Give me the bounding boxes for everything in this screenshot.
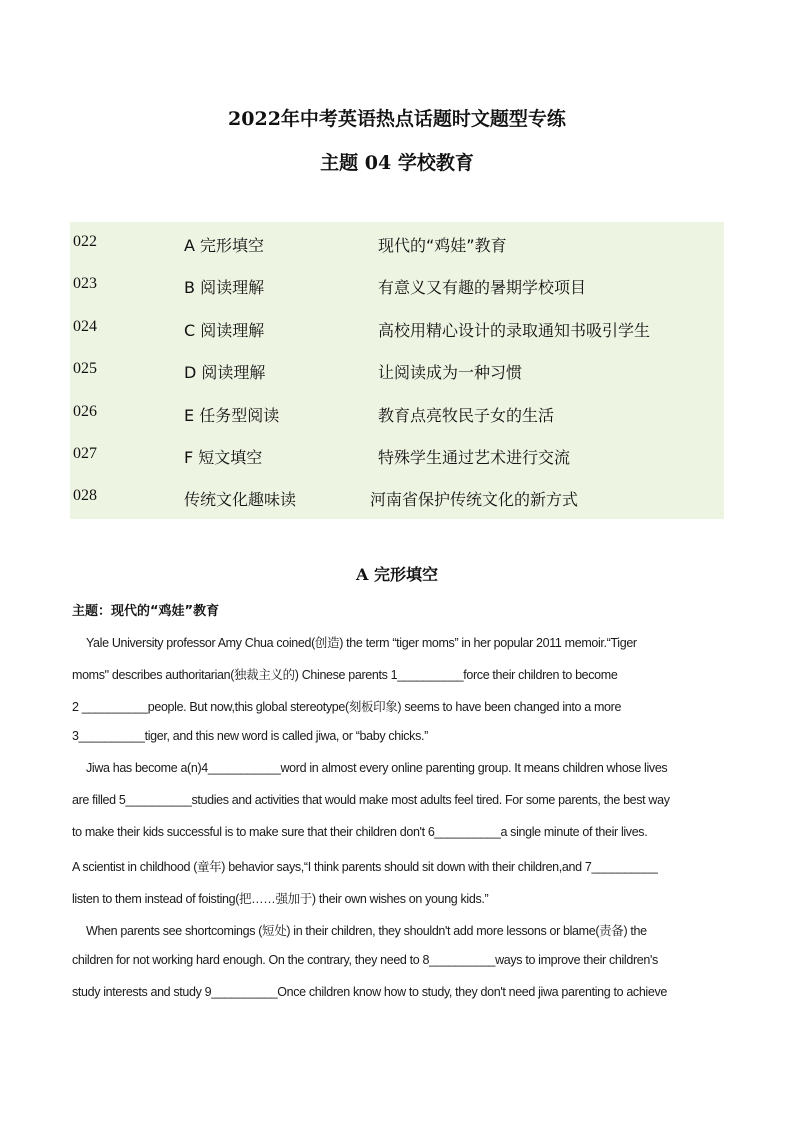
passage-line: Yale University professor Amy Chua coined(创造) the term “tiger moms” in her popular 2011 memoir.“Tiger	[86, 636, 637, 650]
passage-line: 3__________tiger, and this new word is called jiwa, or “baby chicks.”	[72, 729, 428, 743]
section-theme: 主题：现代的“鸡娃”教育	[72, 604, 220, 619]
toc-question-type: D 阅读理解	[184, 363, 266, 382]
toc-row	[70, 434, 724, 476]
toc-question-type: 传统文化趣味读	[184, 490, 297, 509]
passage-line: Jiwa has become a(n)4___________word in almost every online parenting group. It means children whose lives	[86, 761, 668, 775]
toc-topic: 有意义又有趣的暑期学校项目	[378, 278, 587, 297]
toc-question-type: C 阅读理解	[184, 321, 265, 340]
toc-topic: 让阅读成为一种习惯	[378, 363, 523, 382]
toc-number: 025	[73, 360, 97, 377]
toc-topic: 特殊学生通过艺术进行交流	[378, 448, 571, 467]
toc-topic: 河南省保护传统文化的新方式	[370, 490, 579, 509]
passage-line: When parents see shortcomings (短处) in their children, they shouldn't add more lessons or blame(责备) the	[86, 924, 647, 938]
toc-number: 027	[73, 445, 97, 462]
toc-row	[70, 264, 724, 306]
passage-line: moms" describes authoritarian(独裁主义的) Chinese parents 1__________force their children to become	[72, 668, 618, 682]
passage-line: to make their kids successful is to make sure that their children don't 6__________a single minute of their lives.	[72, 825, 648, 839]
toc-topic: 现代的“鸡娃”教育	[378, 236, 507, 255]
toc-number: 023	[73, 275, 97, 292]
toc-number: 024	[73, 318, 97, 335]
toc-question-type: B 阅读理解	[184, 278, 265, 297]
toc-row	[70, 392, 724, 434]
passage-line: study interests and study 9__________Once children know how to study, they don't need jiwa parenting to achieve	[72, 985, 667, 999]
toc-topic: 教育点亮牧民子女的生活	[378, 406, 555, 425]
passage-line: A scientist in childhood (童年) behavior says,“I think parents should sit down with their children,and 7__________	[72, 860, 658, 874]
toc-row	[70, 307, 724, 349]
toc-number: 022	[73, 233, 97, 250]
page-title: 2022年中考英语热点话题时文题型专练	[228, 108, 566, 130]
toc-row	[70, 476, 724, 518]
toc-row	[70, 222, 724, 264]
toc-question-type: F 短文填空	[184, 448, 263, 467]
contents-table	[70, 222, 724, 519]
passage-line: listen to them instead of foisting(把……强加于) their own wishes on young kids.”	[72, 892, 489, 906]
page-subtitle: 主题 04 学校教育	[320, 152, 474, 174]
passage-line: are filled 5__________studies and activities that would make most adults feel tired. For some parents, the best way	[72, 793, 670, 807]
toc-row	[70, 349, 724, 391]
toc-topic: 高校用精心设计的录取通知书吸引学生	[378, 321, 651, 340]
passage-line: 2 __________people. But now,this global stereotype(刻板印象) seems to have been changed into a more	[72, 700, 622, 714]
passage-line: children for not working hard enough. On the contrary, they need to 8__________ways to improve their children's	[72, 953, 658, 967]
toc-number: 028	[73, 487, 97, 504]
section-title: A 完形填空	[356, 565, 438, 584]
toc-number: 026	[73, 403, 97, 420]
toc-question-type: A 完形填空	[184, 236, 265, 255]
toc-question-type: E 任务型阅读	[184, 406, 280, 425]
